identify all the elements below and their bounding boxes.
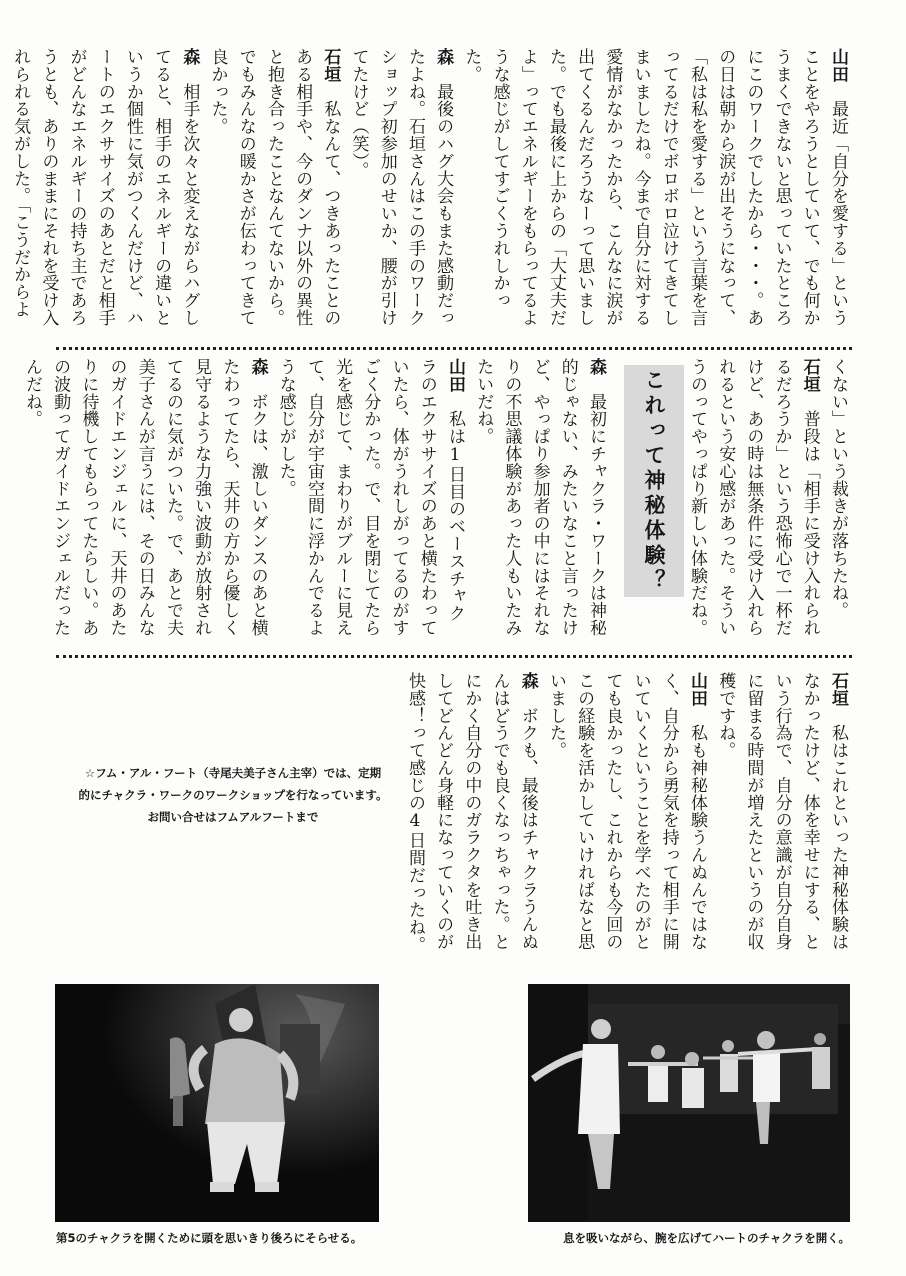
photo-caption-2: 息を吸いながら、腕を広げてハートのチャクラを開く。 [563,1231,850,1245]
dialogue-paragraph [469,358,610,638]
dialogue-text: ボクも、最後はチャクラうんぬんはどうでも良くなっちゃった。とにかく自分の中のガラクタを吐き出してどんどん身軽になっていくのが快感！って感じの4日間だったね。 [404,672,538,954]
dialogue-paragraph [824,358,852,638]
speaker-name: 山田 [444,358,465,393]
dialogue-text: 最後のハグ大会もまた感動だったよね。石垣さんはこの手のワークショップ初参加のせいか、腰が引けてたけど（笑）。 [348,48,454,327]
note-line-3: お問い合せはフムアルフートまで [147,810,319,824]
dialogue-text: 最初にチャクラ・ワークは神秘的じゃない、みたいなこと言ったけど、やっぱり参加者の中にはそれなりの不思議体験があった人もいたみたいだね。 [473,358,606,637]
workshop-note [58,762,408,828]
text-column-upper [10,48,852,336]
dialogue-paragraph [18,358,272,638]
section-divider-1 [56,347,852,350]
speaker-name: 森 [247,358,268,376]
text-column-middle-left [21,358,610,638]
speaker-name: 森 [586,358,606,376]
speaker-name: 石垣 [828,672,848,707]
speaker-name: 森 [517,672,538,690]
note-line-2: 的にチャクラ・ワークのワークショップを行なっています。 [78,788,388,802]
speaker-name: 森 [179,48,200,66]
dialogue-paragraph [203,48,344,336]
photo-heart-chakra [528,984,850,1222]
text-column-middle-right [686,358,852,638]
dialogue-paragraph [344,48,457,336]
note-line-1: ☆フム・アル・フート（寺尾夫美子さん主宰）では、定期 [84,766,382,780]
dialogue-paragraph [401,672,542,962]
dialogue-text: 私も神秘体験うんぬんではなく、自分から勇気を持って相手に開いていくということを学べたのがとても良かったし、これからも今回のこの経験を活かしていければなと思いました。 [545,672,707,951]
dialogue-paragraph [542,672,711,962]
photo-throat-chakra [55,984,379,1222]
dialogue-text: 相手を次々と変えながらハグしてると、相手のエネルギーの違いというか個性に気がつくんだけど、ハートのエクササイズのあとだと相手がどんなエネルギーの持ち主であろうとも、ありのままにそれを受け入れられる気がした。「こうだからよ [10,48,200,327]
speaker-name: 山田 [828,48,848,83]
dialogue-paragraph [457,48,852,336]
dialogue-text: 普段は「相手に受け入れられるだろうか」という恐怖心で一杯だけど、あの時は無条件に受け入れられるという安心感があった。そういうのってやっぱり新しい体験だね。 [686,358,820,637]
dialogue-text: 私は1日目のベースチャクラのエクササイズのあと横たわっていたら、体がうれしがってるのがすごく分かった。で、目を閉じてたら光を感じて、まわりがブルーに見えて、自分が宇宙空間に浮かんでるような感じがした。 [275,358,465,637]
dialogue-text: ボクは、激しいダンスのあと横たわってたら、天井の方から優しく見守るような力強い波動が放射されてるのに気がついた。で、あとで夫美子さんが言うには、その日みんなのガイドエンジェルに、天井のあたりに待機してもらってたらしい。あの波動ってガイドエンジェルだったんだね。 [21,358,268,637]
text-column-lower [404,672,852,962]
speaker-name: 石垣 [799,358,820,393]
speaker-name: 山田 [686,672,707,707]
dialogue-text: 私はこれといった神秘体験はなかったけど、体を幸せにする、という行為で、自分の意識が自分自身に留まる時間が増えたというのが収穫ですね。 [715,672,848,951]
dialogue-paragraph [272,358,469,638]
speaker-name: 森 [433,48,454,66]
dialogue-text: くない」という裁きが落ちたね。 [828,358,848,619]
dialogue-paragraph [683,358,824,638]
dialogue-paragraph [711,672,852,962]
group-photo-illustration [528,984,850,1222]
dialogue-paragraph [6,48,203,336]
speaker-name: 石垣 [320,48,341,83]
dancer-photo-illustration [55,984,379,1222]
photo-caption-1: 第5のチャクラを開くために頭を思いきり後ろにそらせる。 [56,1231,363,1245]
dialogue-text: 最近「自分を愛する」ということをやろうとしていて、でも何かうまくできないと思っていたところにこのワークでしたから・・・。あの日は朝から涙が出そうになって、「私は私を愛する」という言葉を言ってるだけでボロボロ泣けてきてしまいましたね。今まで自分に対する愛情がなかったから、こんなに涙が出てくるんだろうなーって思いました。でも最後に上からの「大丈夫だよ」ってエネルギーをもらってるような感じがしてすごくうれしかった。 [461,48,848,327]
section-heading: これって神秘体験？ [624,365,684,597]
section-divider-2 [56,655,852,658]
dialogue-text: 私なんて、つきあったことのある相手や、今のダンナ以外の異性と抱き合ったことなんてないから。でもみんなの暖かさが伝わってきて良かった。 [207,48,341,327]
